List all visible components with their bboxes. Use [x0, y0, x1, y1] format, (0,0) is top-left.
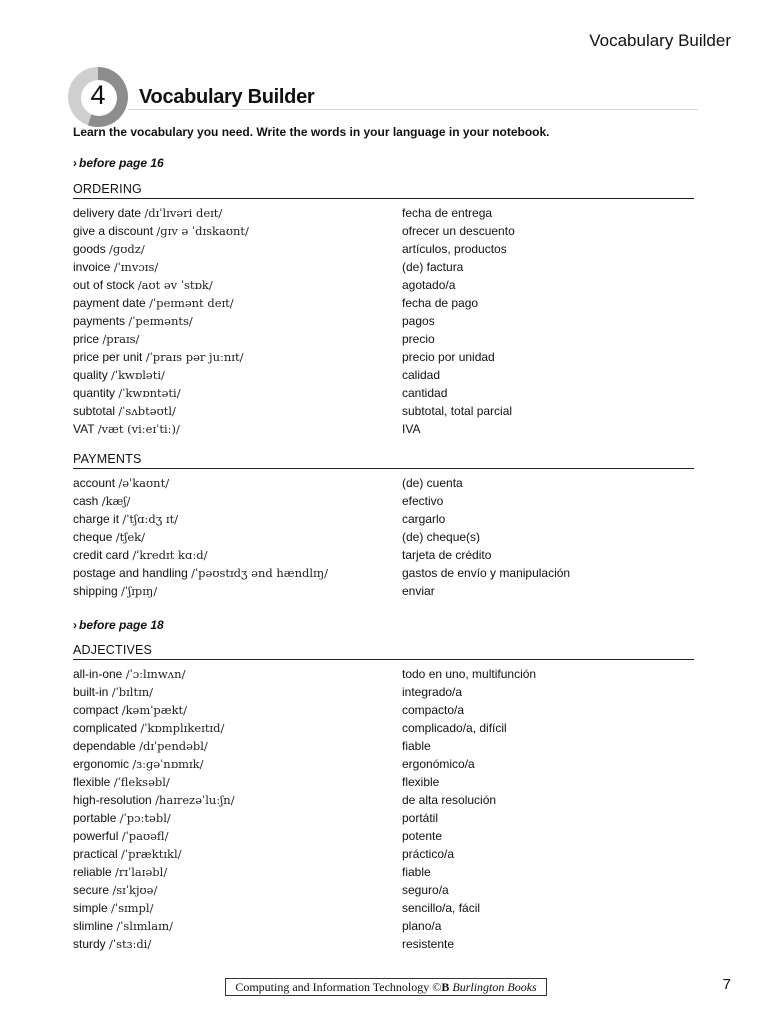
section-marker [73, 156, 164, 170]
vocab-row [73, 582, 694, 600]
vocab-term-cell [73, 222, 249, 240]
vocab-pronunciation: /ˈpræktɪkl/ [121, 847, 182, 861]
vocab-row [73, 809, 694, 827]
vocab-translation: ergonómico/a [402, 757, 475, 771]
vocab-term: account [73, 476, 116, 490]
vocab-row [73, 348, 694, 366]
vocab-pronunciation: /ˈɪnvɔɪs/ [113, 260, 159, 274]
vocab-term: reliable [73, 865, 112, 879]
vocab-term: built-in [73, 685, 109, 699]
vocab-term: VAT [73, 422, 95, 436]
vocab-row [73, 528, 694, 546]
vocab-term-cell [73, 737, 208, 755]
vocab-row [73, 845, 694, 863]
title-rule [128, 109, 698, 110]
unit-number: 4 [90, 80, 106, 110]
vocab-pronunciation: /ˈpəʊstɪdʒ ənd hændlɪŋ/ [191, 566, 329, 580]
category-heading: ORDERING [73, 182, 142, 196]
vocab-translation: fiable [402, 739, 431, 753]
vocab-translation: efectivo [402, 494, 444, 508]
vocab-term: payment date [73, 296, 146, 310]
vocab-translation: calidad [402, 368, 441, 382]
vocab-term: invoice [73, 260, 111, 274]
vocab-term-cell [73, 204, 222, 222]
vocab-translation: cargarlo [402, 512, 446, 526]
vocab-pronunciation: /dɪˈlɪvəri deɪt/ [144, 206, 223, 220]
vocab-term: price per unit [73, 350, 143, 364]
vocab-translation: pagos [402, 314, 435, 328]
vocab-pronunciation: /əˈkaʊnt/ [118, 476, 170, 490]
vocab-term-cell [73, 330, 139, 348]
vocab-term: quality [73, 368, 108, 382]
vocab-pronunciation: /ˈɔːlɪnwʌn/ [125, 667, 186, 681]
vocab-row [73, 791, 694, 809]
vocab-pronunciation: /ˈpeɪmənt deɪt/ [149, 296, 234, 310]
vocab-term-cell [73, 683, 153, 701]
page-number: 7 [722, 976, 731, 993]
vocab-term-cell [73, 917, 173, 935]
vocab-translation: precio [402, 332, 435, 346]
category-rule [73, 659, 694, 660]
vocab-row [73, 935, 694, 953]
vocab-pronunciation: /ɡɪv ə ˈdɪskaʊnt/ [156, 224, 249, 238]
vocab-term: give a discount [73, 224, 154, 238]
vocab-term-cell [73, 312, 193, 330]
vocab-pronunciation: /dɪˈpendəbl/ [139, 739, 208, 753]
vocab-row [73, 863, 694, 881]
vocab-term-cell [73, 402, 176, 420]
vocab-pronunciation: /aʊt əv ˈstɒk/ [137, 278, 213, 292]
category-heading: PAYMENTS [73, 452, 142, 466]
vocab-row [73, 773, 694, 791]
vocab-term-cell [73, 564, 328, 582]
vocab-translation: resistente [402, 937, 455, 951]
vocab-translation: subtotal, total parcial [402, 404, 513, 418]
vocab-term: subtotal [73, 404, 116, 418]
vocab-pronunciation: /ˈstɜːdi/ [109, 937, 152, 951]
vocab-translation: cantidad [402, 386, 448, 400]
vocab-term: quantity [73, 386, 116, 400]
vocab-row [73, 276, 694, 294]
vocab-translation: compacto/a [402, 703, 465, 717]
vocab-pronunciation: /ˈsɪmpl/ [111, 901, 154, 915]
vocab-term-cell [73, 420, 180, 438]
vocab-row [73, 683, 694, 701]
vocab-term: credit card [73, 548, 130, 562]
vocab-term-cell [73, 240, 145, 258]
vocab-term: payments [73, 314, 126, 328]
vocab-term: cheque [73, 530, 113, 544]
vocab-translation: flexible [402, 775, 440, 789]
vocab-list [73, 204, 694, 438]
vocab-term-cell [73, 701, 187, 719]
vocab-term-cell [73, 510, 178, 528]
vocab-pronunciation: /ˈtʃɑːdʒ ɪt/ [122, 512, 179, 526]
vocab-pronunciation: /væt (viːeɪˈtiː)/ [97, 422, 180, 436]
vocab-term: simple [73, 901, 108, 915]
vocab-pronunciation: /ˈkwɒləti/ [111, 368, 165, 382]
vocab-row [73, 366, 694, 384]
vocab-pronunciation: /sɪˈkjʊə/ [112, 883, 158, 897]
vocab-translation: fecha de pago [402, 296, 479, 310]
vocab-row [73, 755, 694, 773]
running-head: Vocabulary Builder [589, 31, 731, 50]
vocab-term-cell [73, 384, 181, 402]
vocab-pronunciation: /ˈbɪltɪn/ [111, 685, 154, 699]
vocab-translation: (de) cheque(s) [402, 530, 481, 544]
vocab-row [73, 420, 694, 438]
vocab-row [73, 917, 694, 935]
vocab-term: portable [73, 811, 117, 825]
vocab-translation: complicado/a, difícil [402, 721, 507, 735]
vocab-term: shipping [73, 584, 118, 598]
chevron-right-icon: › [73, 156, 77, 170]
vocab-pronunciation: /ɜːɡəˈnɒmɪk/ [132, 757, 204, 771]
vocab-pronunciation: /rɪˈlaɪəbl/ [115, 865, 168, 879]
vocab-term-cell [73, 809, 171, 827]
vocab-term: high-resolution [73, 793, 152, 807]
vocab-pronunciation: /ˈsʌbtəʊtl/ [118, 404, 176, 418]
vocab-pronunciation: /kæʃ/ [101, 494, 131, 508]
vocab-row [73, 737, 694, 755]
vocab-term-cell [73, 899, 153, 917]
instructions: Learn the vocabulary you need. Write the words in your language in your notebook. [73, 125, 550, 139]
vocab-row [73, 204, 694, 222]
vocab-row [73, 899, 694, 917]
vocab-translation: enviar [402, 584, 435, 598]
vocab-row [73, 546, 694, 564]
section-marker-label: before page 16 [79, 156, 164, 170]
vocab-pronunciation: /ˈkredɪt kɑːd/ [132, 548, 208, 562]
vocab-pronunciation: /haɪrezəˈluːʃn/ [155, 793, 235, 807]
vocab-row [73, 881, 694, 899]
vocab-translation: (de) cuenta [402, 476, 463, 490]
vocab-translation: de alta resolución [402, 793, 497, 807]
vocab-translation: sencillo/a, fácil [402, 901, 481, 915]
vocab-pronunciation: /ˈkɒmplɪkeɪtɪd/ [140, 721, 225, 735]
vocab-term: sturdy [73, 937, 106, 951]
vocab-translation: plano/a [402, 919, 442, 933]
vocab-term-cell [73, 492, 130, 510]
vocab-term: complicated [73, 721, 138, 735]
vocab-term: price [73, 332, 100, 346]
vocab-row [73, 240, 694, 258]
vocab-translation: precio por unidad [402, 350, 495, 364]
vocab-term-cell [73, 881, 157, 899]
category-rule [73, 198, 694, 199]
vocab-translation: fiable [402, 865, 431, 879]
vocab-translation: seguro/a [402, 883, 449, 897]
vocab-term-cell [73, 935, 151, 953]
chevron-right-icon: › [73, 618, 77, 632]
vocab-term-cell [73, 366, 165, 384]
vocab-row [73, 402, 694, 420]
vocab-term: postage and handling [73, 566, 188, 580]
footer-course: Computing and Information Technology © [235, 980, 442, 994]
vocab-term-cell [73, 294, 234, 312]
vocab-row [73, 222, 694, 240]
vocab-term-cell [73, 582, 157, 600]
category-rule [73, 468, 694, 469]
vocab-term: ergonomic [73, 757, 130, 771]
vocab-term-cell [73, 348, 243, 366]
vocab-translation: tarjeta de crédito [402, 548, 492, 562]
vocab-term: flexible [73, 775, 111, 789]
vocab-row [73, 564, 694, 582]
vocab-term: dependable [73, 739, 136, 753]
vocab-term-cell [73, 827, 168, 845]
vocab-pronunciation: /praɪs/ [102, 332, 140, 346]
vocab-term-cell [73, 755, 204, 773]
vocab-row [73, 258, 694, 276]
vocab-list [73, 474, 694, 600]
vocab-term-cell [73, 474, 169, 492]
vocab-translation: potente [402, 829, 443, 843]
vocab-term-cell [73, 791, 235, 809]
vocab-term-cell [73, 845, 182, 863]
vocab-term: slimline [73, 919, 114, 933]
vocab-translation: agotado/a [402, 278, 456, 292]
vocab-pronunciation: /ˈpɔːtəbl/ [119, 811, 171, 825]
vocab-pronunciation: /ˈpaʊəfl/ [121, 829, 169, 843]
vocab-pronunciation: /ɡʊdz/ [109, 242, 145, 256]
vocab-term: cash [73, 494, 99, 508]
vocab-term-cell [73, 773, 170, 791]
vocab-row [73, 510, 694, 528]
vocab-term-cell [73, 863, 167, 881]
vocab-pronunciation: /tʃek/ [115, 530, 145, 544]
vocab-list [73, 665, 694, 953]
footer-publisher: Burlington Books [452, 980, 537, 994]
vocab-term: charge it [73, 512, 120, 526]
vocab-term-cell [73, 719, 224, 737]
vocab-translation: IVA [402, 422, 421, 436]
vocab-term: out of stock [73, 278, 135, 292]
vocab-term: delivery date [73, 206, 142, 220]
vocab-translation: todo en uno, multifunción [402, 667, 537, 681]
vocab-row [73, 665, 694, 683]
vocab-translation: fecha de entrega [402, 206, 493, 220]
vocab-term: goods [73, 242, 106, 256]
vocab-term: secure [73, 883, 110, 897]
vocab-translation: (de) factura [402, 260, 464, 274]
vocab-row [73, 384, 694, 402]
vocab-row [73, 827, 694, 845]
vocab-pronunciation: /ˈʃɪpɪŋ/ [121, 584, 158, 598]
vocab-row [73, 474, 694, 492]
footer-credit [225, 978, 547, 996]
vocab-translation: artículos, productos [402, 242, 507, 256]
vocab-pronunciation: /ˈfleksəbl/ [113, 775, 170, 789]
vocab-term-cell [73, 665, 185, 683]
vocab-translation: integrado/a [402, 685, 463, 699]
section-title: Vocabulary Builder [139, 86, 315, 108]
vocab-translation: ofrecer un descuento [402, 224, 515, 238]
publisher-mark: B [441, 980, 450, 994]
vocab-term: all-in-one [73, 667, 123, 681]
vocab-term-cell [73, 276, 213, 294]
vocab-row [73, 312, 694, 330]
vocab-term: powerful [73, 829, 119, 843]
vocab-row [73, 719, 694, 737]
vocab-term: practical [73, 847, 118, 861]
vocab-row [73, 294, 694, 312]
vocab-term-cell [73, 528, 145, 546]
vocab-translation: práctico/a [402, 847, 455, 861]
vocab-term-cell [73, 546, 207, 564]
vocab-translation: gastos de envío y manipulación [402, 566, 571, 580]
vocab-term-cell [73, 258, 158, 276]
section-marker-label: before page 18 [79, 618, 164, 632]
vocab-pronunciation: /ˈpeɪmənts/ [128, 314, 193, 328]
section-marker [73, 618, 164, 632]
vocab-row [73, 492, 694, 510]
vocab-pronunciation: /ˈkwɒntəti/ [118, 386, 181, 400]
vocab-pronunciation: /ˈpraɪs pər juːnɪt/ [145, 350, 244, 364]
vocab-term: compact [73, 703, 119, 717]
vocab-pronunciation: /ˈslɪmlaɪn/ [116, 919, 174, 933]
category-heading: ADJECTIVES [73, 643, 153, 657]
vocab-row [73, 701, 694, 719]
vocab-row [73, 330, 694, 348]
vocab-pronunciation: /kəmˈpækt/ [121, 703, 188, 717]
vocab-translation: portátil [402, 811, 439, 825]
